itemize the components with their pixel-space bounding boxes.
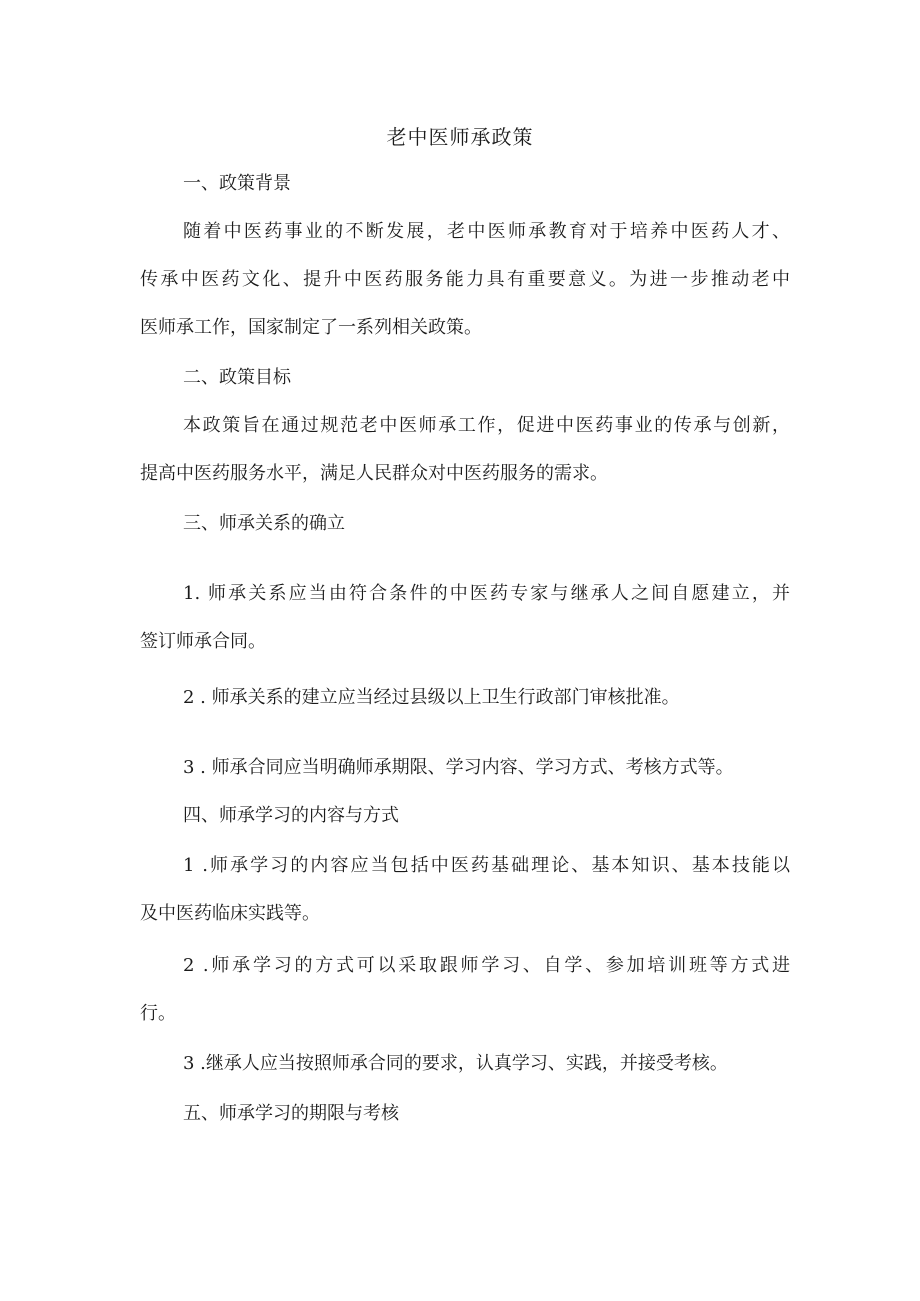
section-heading-background: 一、政策背景 <box>183 173 291 194</box>
section-heading-relationship: 三、师承关系的确立 <box>183 513 345 534</box>
list-item-line: 行。 <box>140 1003 176 1024</box>
section-heading-content: 四、师承学习的内容与方式 <box>183 805 399 826</box>
list-item-line: 1 .师承学习的内容应当包括中医药基础理论、基本知识、基本技能以 <box>183 855 790 876</box>
paragraph-line: 提高中医药服务水平，满足人民群众对中医药服务的需求。 <box>140 463 608 484</box>
paragraph-line: 本政策旨在通过规范老中医师承工作，促进中医药事业的传承与创新， <box>183 415 790 436</box>
list-item-line: 3 . 师承合同应当明确师承期限、学习内容、学习方式、考核方式等。 <box>183 757 734 778</box>
paragraph-line: 随着中医药事业的不断发展，老中医师承教育对于培养中医药人才、 <box>183 221 790 242</box>
paragraph-line: 传承中医药文化、提升中医药服务能力具有重要意义。为进一步推动老中 <box>140 269 790 290</box>
list-item-line: 及中医药临床实践等。 <box>140 903 320 924</box>
list-item-line: 3 .继承人应当按照师承合同的要求，认真学习、实践，并接受考核。 <box>183 1053 728 1074</box>
document-title: 老中医师承政策 <box>386 125 534 149</box>
paragraph-line: 医师承工作，国家制定了一系列相关政策。 <box>140 317 482 338</box>
section-heading-duration: 五、师承学习的期限与考核 <box>183 1103 399 1124</box>
list-item-line: 签订师承合同。 <box>140 631 266 652</box>
list-item-line: 2 .师承学习的方式可以采取跟师学习、自学、参加培训班等方式进 <box>183 955 790 976</box>
section-heading-goals: 二、政策目标 <box>183 367 291 388</box>
list-item-line: 2 . 师承关系的建立应当经过县级以上卫生行政部门审核批准。 <box>183 687 680 708</box>
list-item-line: 1. 师承关系应当由符合条件的中医药专家与继承人之间自愿建立，并 <box>183 583 790 604</box>
